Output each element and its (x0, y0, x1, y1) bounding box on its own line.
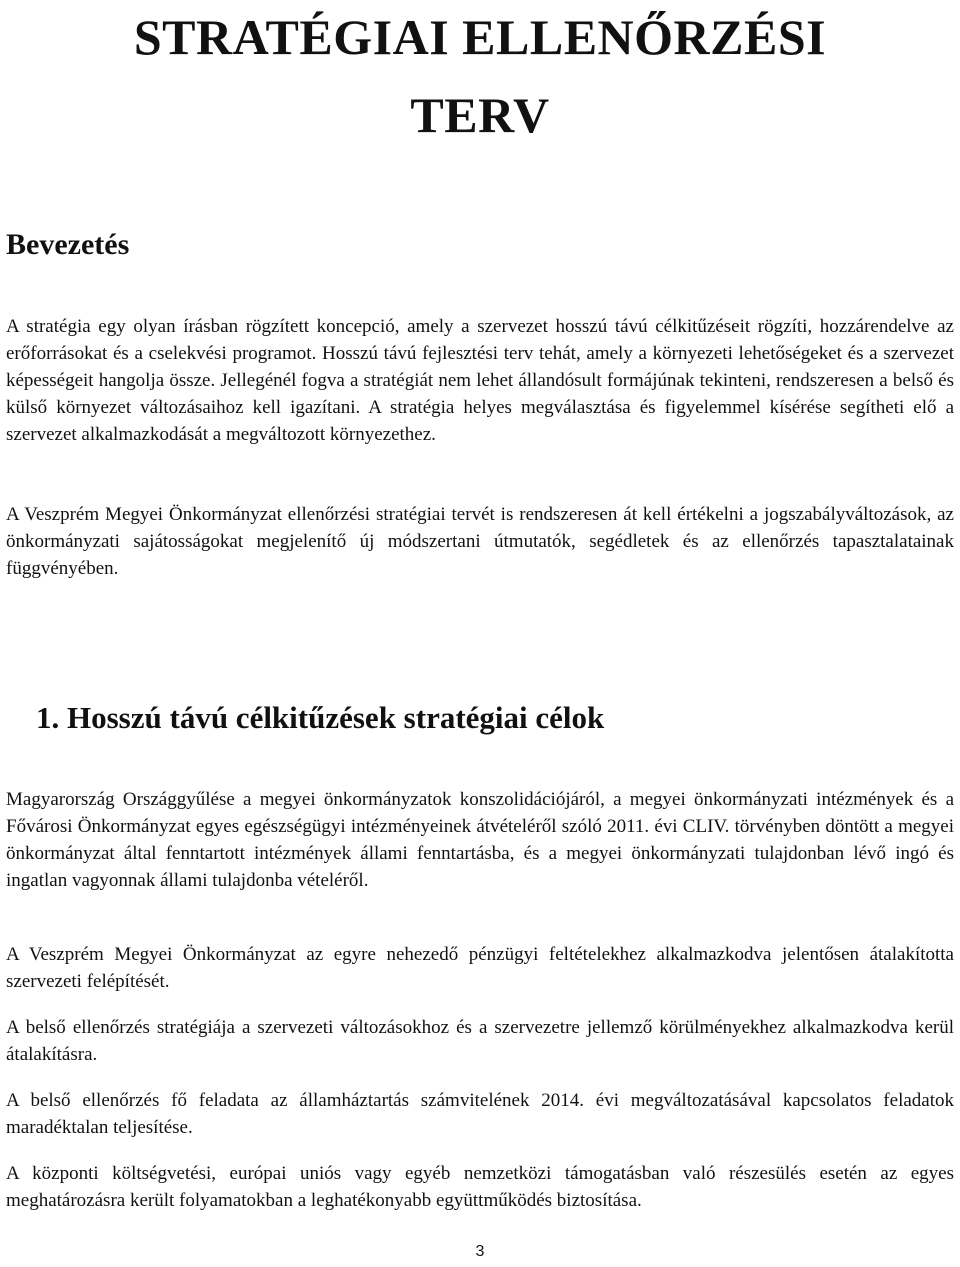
section-paragraph: A belső ellenőrzés stratégiája a szervezeti változásokhoz és a szervezetre jellemző körülményekhez alkalmazkodva kerül átalakításra. (6, 1017, 954, 1065)
document-title-line-1: STRATÉGIAI ELLENŐRZÉSI (133, 9, 827, 65)
section-paragraph: A központi költségvetési, európai uniós vagy egyéb nemzetközi támogatásban való részesülés esetén az egyes meghatározásra került folyamatokban a leghatékonyabb együttműködés biztosítása. (6, 1163, 954, 1211)
page-number: 3 (475, 1243, 485, 1260)
section-paragraph: Magyarország Országgyűlése a megyei önkormányzatok konszolidációjáról, a megyei önkormányzati intézmények és a Fővárosi Önkormányzat egyes egészségügyi intézményeinek átvételéről szóló 2011. évi CLIV. törvényben döntött a megyei önkormányzat által fenntartott intézmények állami fenntartásba, és a megyei önkormányzati tulajdonban lévő ingó és ingatlan vagyonnak állami tulajdonba vételéről. (6, 789, 954, 891)
document-title-line-2: TERV (410, 87, 550, 143)
section-paragraph: A Veszprém Megyei Önkormányzat az egyre nehezedő pénzügyi feltételekhez alkalmazkodva jelentősen átalakította szervezeti felépítését. (6, 944, 954, 992)
intro-heading: Bevezetés (6, 228, 130, 261)
section-heading: 1. Hosszú távú célkitűzések stratégiai célok (36, 700, 605, 735)
intro-paragraph: A stratégia egy olyan írásban rögzített koncepció, amely a szervezet hosszú távú célkitűzéseit rögzíti, hozzárendelve az erőforrásokat és a cselekvési programot. Hosszú távú fejlesztési terv tehát, amely a környezeti lehetőségeket és a szervezet képességeit hangolja össze. Jellegénél fogva a stratégiát nem lehet állandósult formájúnak tekinteni, rendszeresen a belső és külső környezet változásaihoz kell igazítani. A stratégia helyes megválasztása és figyelemmel kísérése segítheti elő a szervezet alkalmazkodását a megváltozott környezethez. (6, 316, 954, 445)
intro-paragraph: A Veszprém Megyei Önkormányzat ellenőrzési stratégiai tervét is rendszeresen át kell értékelni a jogszabályváltozások, az önkormányzati sajátosságokat megjelenítő új módszertani útmutatók, segédletek és az ellenőrzés tapasztalatainak függvényében. (6, 504, 954, 579)
section-paragraph: A belső ellenőrzés fő feladata az államháztartás számvitelének 2014. évi megváltozatásával kapcsolatos feladatok maradéktalan teljesítése. (6, 1090, 954, 1138)
